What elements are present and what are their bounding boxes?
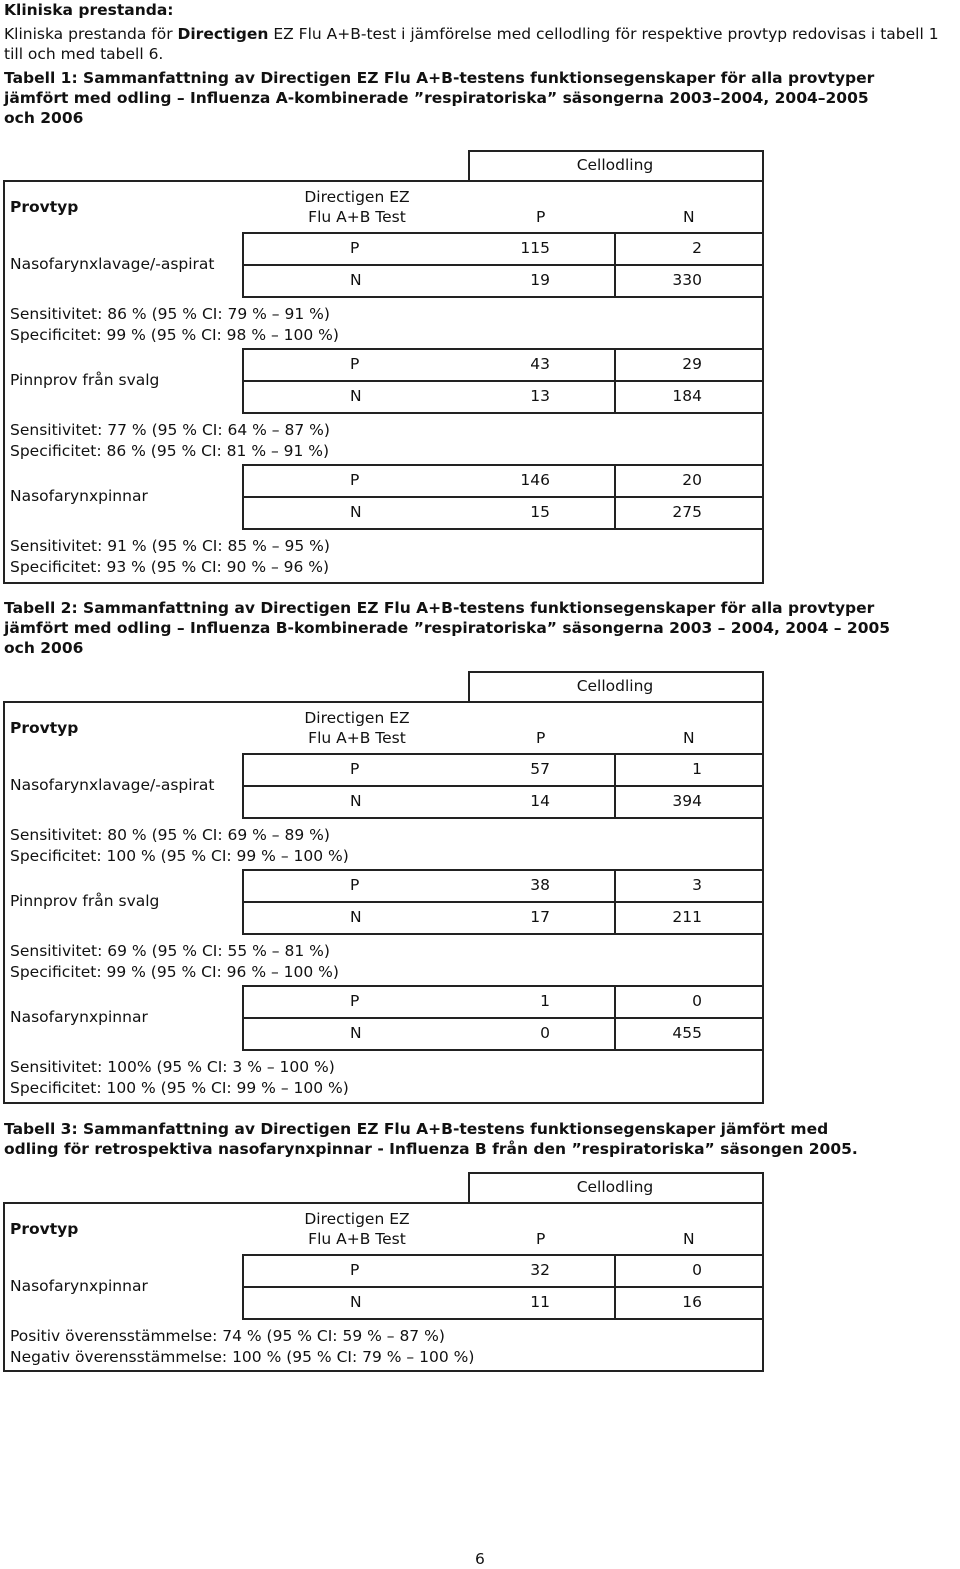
cell-value: 17 (530, 908, 550, 926)
sample-type: Pinnprov från svalg (10, 892, 160, 910)
table1-row-border (614, 348, 616, 412)
statistic-line: Sensitivitet: 86 % (95 % CI: 79 % – 91 %) (10, 305, 330, 323)
test-positive-label: P (350, 760, 360, 778)
statistic-line: Positiv överensstämmelse: 74 % (95 % CI: 59 % – 87 %) (10, 1327, 445, 1345)
cell-value: 32 (530, 1261, 550, 1279)
test-positive-label: P (350, 1261, 360, 1279)
test-negative-label: N (350, 908, 362, 926)
table2-border (468, 671, 764, 673)
cell-value: 115 (520, 239, 550, 257)
table3-header-test: Flu A+B Test (308, 1230, 406, 1248)
table2-border (762, 671, 764, 1102)
table1-row-border (242, 296, 764, 298)
table1-header-p: P (536, 208, 546, 226)
statistic-line: Sensitivitet: 69 % (95 % CI: 55 % – 81 %) (10, 942, 330, 960)
table3-caption: Tabell 3: Sammanfattning av Directigen EZ Flu A+B-testens funktionsegenskaper jämfört med (4, 1120, 829, 1138)
table2-row-border (242, 753, 244, 817)
cell-value: 16 (682, 1293, 702, 1311)
table3-header-n: N (683, 1230, 695, 1248)
cell-value: 184 (672, 387, 702, 405)
table1-border (762, 150, 764, 582)
table3-caption: odling för retrospektiva nasofarynxpinnar - Influenza B från den ”respiratoriska” säsongen 2005. (4, 1140, 858, 1158)
statistic-line: Specificitet: 99 % (95 % CI: 96 % – 100 %) (10, 963, 339, 981)
statistic-line: Sensitivitet: 77 % (95 % CI: 64 % – 87 %) (10, 421, 330, 439)
table1-header-n: N (683, 208, 695, 226)
cell-value: 0 (692, 992, 702, 1010)
table2-row-border (614, 753, 616, 817)
table1-header-test: Flu A+B Test (308, 208, 406, 226)
statistic-line: Sensitivitet: 91 % (95 % CI: 85 % – 95 %) (10, 537, 330, 555)
table2-header-cellodling: Cellodling (576, 677, 654, 695)
statistic-line: Specificitet: 93 % (95 % CI: 90 % – 96 %) (10, 558, 330, 576)
table2-header-test: Flu A+B Test (308, 729, 406, 747)
table1-row-border (242, 348, 244, 412)
table2-caption: och 2006 (4, 639, 84, 657)
table2-row-border (614, 869, 616, 933)
sample-type: Pinnprov från svalg (10, 371, 160, 389)
cell-value: 455 (672, 1024, 702, 1042)
table3-header-provtyp: Provtyp (10, 1220, 79, 1238)
table1-row-border (242, 232, 764, 234)
intro-paragraph: Kliniska prestanda för Directigen EZ Flu A+B-test i jämförelse med cellodling för respektive provtyp redovisas i tabell 1 (4, 25, 939, 43)
test-positive-label: P (350, 355, 360, 373)
test-negative-label: N (350, 1293, 362, 1311)
table2-row-border (242, 869, 764, 871)
statistic-line: Specificitet: 99 % (95 % CI: 98 % – 100 %) (10, 326, 339, 344)
cell-value: 3 (692, 876, 702, 894)
table3-header-test: Directigen EZ (304, 1210, 410, 1228)
statistic-line: Sensitivitet: 80 % (95 % CI: 69 % – 89 %) (10, 826, 330, 844)
sample-type: Nasofarynxlavage/-aspirat (10, 776, 215, 794)
table2-row-border (242, 1049, 764, 1051)
table3-border (3, 1202, 764, 1204)
table1-header-test: Directigen EZ (304, 188, 410, 206)
cell-value: 275 (672, 503, 702, 521)
statistic-line: Specificitet: 100 % (95 % CI: 99 % – 100 %) (10, 1079, 349, 1097)
table3-row-border (242, 1254, 244, 1318)
table3-border (3, 1370, 764, 1372)
cell-value: 13 (530, 387, 550, 405)
statistic-line: Negativ överensstämmelse: 100 % (95 % CI: 79 % – 100 %) (10, 1348, 475, 1366)
table1-border (3, 582, 764, 584)
table3-row-border (242, 1286, 764, 1288)
cell-value: 29 (682, 355, 702, 373)
test-positive-label: P (350, 471, 360, 489)
cell-value: 394 (672, 792, 702, 810)
cell-value: 14 (530, 792, 550, 810)
cell-value: 0 (540, 1024, 550, 1042)
cell-value: 2 (692, 239, 702, 257)
table1-row-border (242, 464, 244, 528)
test-negative-label: N (350, 503, 362, 521)
table2-row-border (242, 869, 244, 933)
table1-caption: och 2006 (4, 109, 84, 127)
test-negative-label: N (350, 271, 362, 289)
table1-row-border (242, 232, 244, 296)
table1-border (3, 180, 764, 182)
test-positive-label: P (350, 239, 360, 257)
table1-row-border (614, 464, 616, 528)
table2-row-border (242, 817, 764, 819)
table1-header-provtyp: Provtyp (10, 198, 79, 216)
table1-caption: Tabell 1: Sammanfattning av Directigen EZ Flu A+B-testens funktionsegenskaper för alla provtyper (4, 69, 875, 87)
section-heading: Kliniska prestanda: (4, 1, 174, 19)
table2-row-border (242, 901, 764, 903)
test-positive-label: P (350, 876, 360, 894)
page-number: 6 (475, 1550, 485, 1568)
table1-row-border (242, 464, 764, 466)
table1-row-border (242, 348, 764, 350)
table2-border (3, 1102, 764, 1104)
sample-type: Nasofarynxpinnar (10, 1277, 148, 1295)
table2-header-test: Directigen EZ (304, 709, 410, 727)
table1-header-cellodling: Cellodling (576, 156, 654, 174)
cell-value: 57 (530, 760, 550, 778)
table2-border (3, 701, 764, 703)
table2-caption: Tabell 2: Sammanfattning av Directigen EZ Flu A+B-testens funktionsegenskaper för alla provtyper (4, 599, 875, 617)
table2-caption: jämfört med odling – Influenza B-kombinerade ”respiratoriska” säsongerna 2003 – 2004, 2004 – 2005 (4, 619, 891, 637)
test-negative-label: N (350, 792, 362, 810)
table1-row-border (242, 528, 764, 530)
cell-value: 15 (530, 503, 550, 521)
table1-row-border (242, 412, 764, 414)
table3-header-p: P (536, 1230, 546, 1248)
table3-border (3, 1202, 5, 1370)
table3-row-border (614, 1254, 616, 1318)
table2-header-n: N (683, 729, 695, 747)
sample-type: Nasofarynxlavage/-aspirat (10, 255, 215, 273)
table1-caption: jämfört med odling – Influenza A-kombinerade ”respiratoriska” säsongerna 2003–2004, 2004–2005 (4, 89, 869, 107)
table1-row-border (242, 264, 764, 266)
test-negative-label: N (350, 387, 362, 405)
cell-value: 330 (672, 271, 702, 289)
table3-row-border (242, 1318, 764, 1320)
table2-border (3, 701, 5, 1102)
table2-row-border (242, 785, 764, 787)
statistic-line: Specificitet: 86 % (95 % CI: 81 % – 91 %) (10, 442, 330, 460)
cell-value: 211 (672, 908, 702, 926)
table2-row-border (614, 985, 616, 1049)
table1-border (3, 180, 5, 582)
cell-value: 19 (530, 271, 550, 289)
table3-row-border (242, 1254, 764, 1256)
table2-row-border (242, 1017, 764, 1019)
table3-border (468, 1172, 764, 1174)
table2-header-p: P (536, 729, 546, 747)
sample-type: Nasofarynxpinnar (10, 1008, 148, 1026)
table1-row-border (242, 496, 764, 498)
intro-paragraph-line2: till och med tabell 6. (4, 45, 164, 63)
cell-value: 1 (692, 760, 702, 778)
sample-type: Nasofarynxpinnar (10, 487, 148, 505)
cell-value: 43 (530, 355, 550, 373)
table3-border (762, 1172, 764, 1370)
cell-value: 146 (520, 471, 550, 489)
cell-value: 38 (530, 876, 550, 894)
cell-value: 20 (682, 471, 702, 489)
cell-value: 1 (540, 992, 550, 1010)
table1-border (468, 150, 764, 152)
table1-row-border (614, 232, 616, 296)
statistic-line: Sensitivitet: 100% (95 % CI: 3 % – 100 %) (10, 1058, 335, 1076)
table2-row-border (242, 985, 244, 1049)
table2-row-border (242, 985, 764, 987)
test-negative-label: N (350, 1024, 362, 1042)
table3-header-cellodling: Cellodling (576, 1178, 654, 1196)
cell-value: 0 (692, 1261, 702, 1279)
table2-row-border (242, 753, 764, 755)
table2-header-provtyp: Provtyp (10, 719, 79, 737)
statistic-line: Specificitet: 100 % (95 % CI: 99 % – 100 %) (10, 847, 349, 865)
test-positive-label: P (350, 992, 360, 1010)
cell-value: 11 (530, 1293, 550, 1311)
table1-row-border (242, 380, 764, 382)
table2-row-border (242, 933, 764, 935)
